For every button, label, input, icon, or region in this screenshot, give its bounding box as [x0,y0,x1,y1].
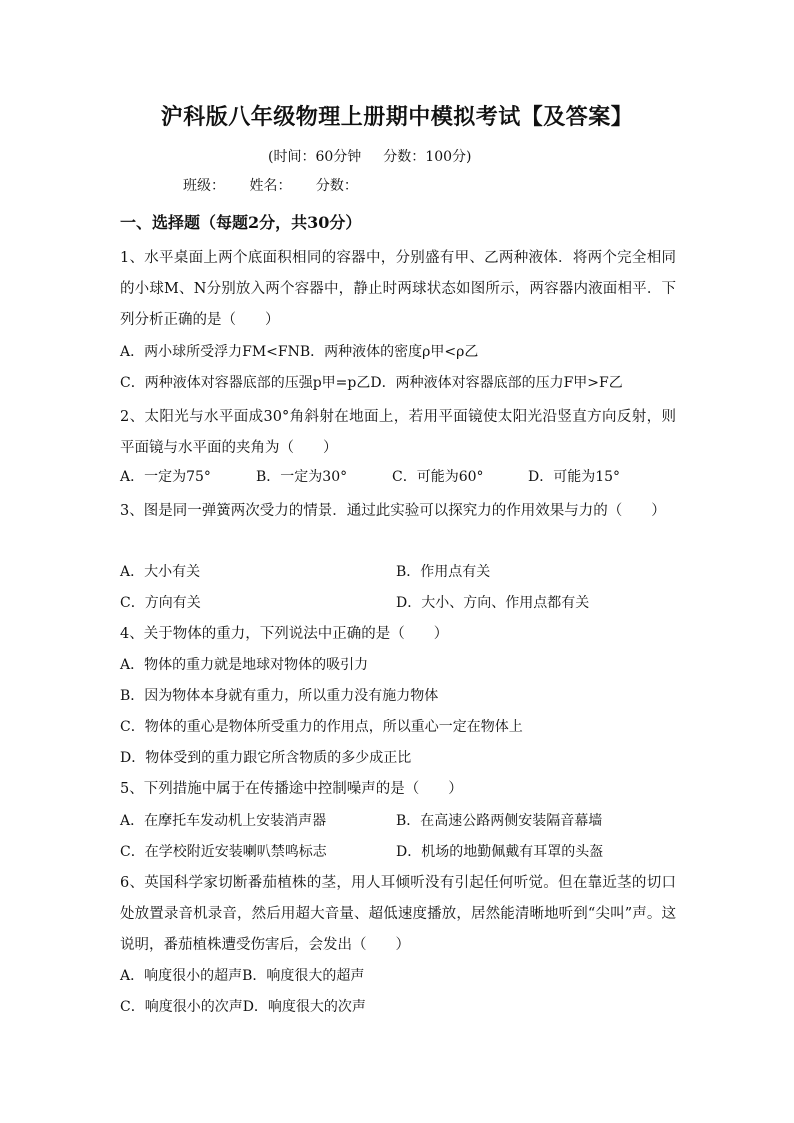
page-title: 沪科版八年级物理上册期中模拟考试【及答案】 [160,104,634,130]
question-4-option-d: D．物体受到的重力跟它所含物质的多少成正比 [120,750,412,766]
question-1-options-cd: C．两种液体对容器底部的压强p甲=p乙D．两种液体对容器底部的压力F甲>F乙 [120,375,623,391]
name-label: 姓名： [249,178,292,194]
points-label: 分数： [315,178,358,194]
question-2-option-a: A．一定为75° [120,469,211,485]
question-4-option-b: B．因为物体本身就有重力，所以重力没有施力物体 [120,688,439,704]
question-5-option-d: D．机场的地勤佩戴有耳罩的头盔 [396,844,604,860]
question-4-stem: 4、关于物体的重力，下列说法中正确的是（ ） [120,626,449,642]
question-2-option-c: C．可能为60° [392,469,484,485]
question-6-stem: 6、英国科学家切断番茄植株的茎，用人耳倾听没有引起任何听觉。但在靠近茎的切口处放置录音机录音，然后用超大音量、超低速度播放，居然能清晰地听到“尖叫”声。这说明，番茄植株遭受伤害后，会发出（ ） [120,875,676,953]
question-6-options-cd: C．响度很小的次声D．响度很大的次声 [120,999,366,1015]
question-2-stem: 2、太阳光与水平面成30°角斜射在地面上，若用平面镜使太阳光沿竖直方向反射，则平面镜与水平面的夹角为（ ） [120,409,676,456]
question-1-options-ab: A．两小球所受浮力FM<FNB．两种液体的密度ρ甲<ρ乙 [120,344,479,360]
question-2-option-d: D．可能为15° [528,469,621,485]
question-5-option-b: B．在高速公路两侧安装隔音幕墙 [396,813,603,829]
question-3-option-a: A．大小有关 [120,564,201,580]
question-1-stem: 1、水平桌面上两个底面积相同的容器中，分别盛有甲、乙两种液体．将两个完全相同的小球M、N分别放入两个容器中，静止时两球状态如图所示，两容器内液面相平．下列分析正确的是（ ） [120,250,676,328]
question-3-option-c: C．方向有关 [120,595,201,611]
question-3-option-b: B．作用点有关 [396,564,491,580]
question-5-stem: 5、下列措施中属于在传播途中控制噪声的是（ ） [120,781,463,797]
student-info [183,175,378,195]
section-heading: 一、选择题（每题2分，共30分） [120,213,362,232]
class-label: 班级： [183,178,225,194]
question-3-stem: 3、图是同一弹簧两次受力的情景．通过此实验可以探究力的作用效果与力的（ ） [120,503,666,519]
exam-meta [268,146,471,166]
question-5-option-c: C．在学校附近安装喇叭禁鸣标志 [120,844,327,860]
question-3-option-d: D．大小、方向、作用点都有关 [396,595,590,611]
exam-score: 分数：100分) [383,149,472,165]
exam-time: (时间：60分钟 [268,149,362,165]
question-6-options-ab: A．响度很小的超声B．响度很大的超声 [120,968,365,984]
question-4-option-a: A．物体的重力就是地球对物体的吸引力 [120,657,369,673]
question-2-option-b: B．一定为30° [256,469,348,485]
question-5-option-a: A．在摩托车发动机上安装消声器 [120,813,327,829]
question-4-option-c: C．物体的重心是物体所受重力的作用点，所以重心一定在物体上 [120,719,523,735]
